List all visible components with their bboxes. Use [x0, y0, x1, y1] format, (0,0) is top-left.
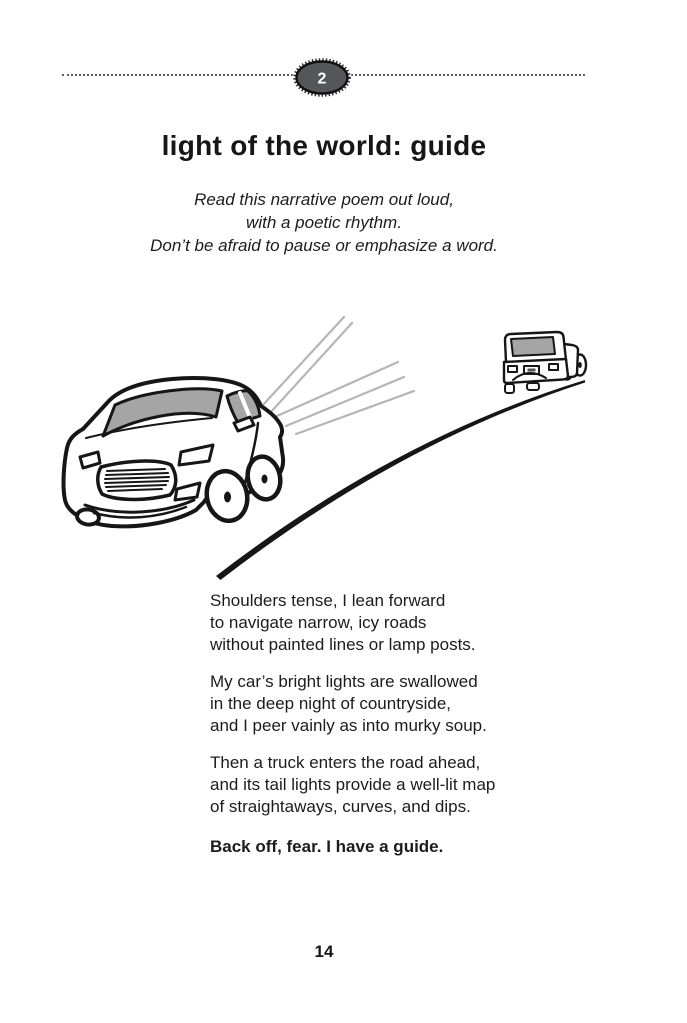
- sedan-front-left-wheel: [76, 508, 100, 526]
- poem-stanza: [210, 590, 495, 656]
- truck-tail-light-right: [549, 364, 558, 370]
- poem-line: Shoulders tense, I lean forward: [210, 591, 446, 610]
- poem-line: and its tail lights provide a well-lit map: [210, 775, 496, 794]
- chapter-number-badge: [292, 57, 352, 98]
- instruction-line: Don’t be afraid to pause or emphasize a word.: [150, 236, 498, 255]
- poem-stanza: [210, 671, 495, 737]
- poem-line: to navigate narrow, icy roads: [210, 613, 427, 632]
- page-number: 14: [314, 942, 334, 961]
- truck-foot-left: [505, 384, 514, 393]
- poem-closing-line: Back off, fear. I have a guide.: [210, 837, 444, 856]
- truck-foot-right: [527, 383, 539, 390]
- sedan-car-illustration: [64, 378, 285, 526]
- poem-stanza: [210, 752, 495, 818]
- poem-line: and I peer vainly as into murky soup.: [210, 716, 487, 735]
- poem-line: of straightaways, curves, and dips.: [210, 797, 471, 816]
- chapter-number: 2: [317, 70, 327, 88]
- poem-line: My car’s bright lights are swallowed: [210, 672, 478, 691]
- chapter-badge-icon: [292, 57, 352, 98]
- headlight-rays: [262, 317, 414, 434]
- reading-instructions: [0, 188, 648, 257]
- cars-on-road-illustration: [0, 290, 687, 590]
- poem-line: Then a truck enters the road ahead,: [210, 753, 481, 772]
- poem-line: without painted lines or lamp posts.: [210, 635, 476, 654]
- truck-tail-light-left: [508, 366, 517, 372]
- truck-rear-window: [511, 337, 555, 356]
- instruction-line: Read this narrative poem out loud,: [194, 190, 454, 209]
- poem: [210, 590, 495, 858]
- instruction-line: with a poetic rhythm.: [246, 213, 402, 232]
- page-title: light of the world: guide: [161, 129, 487, 161]
- poem-line: in the deep night of countryside,: [210, 694, 451, 713]
